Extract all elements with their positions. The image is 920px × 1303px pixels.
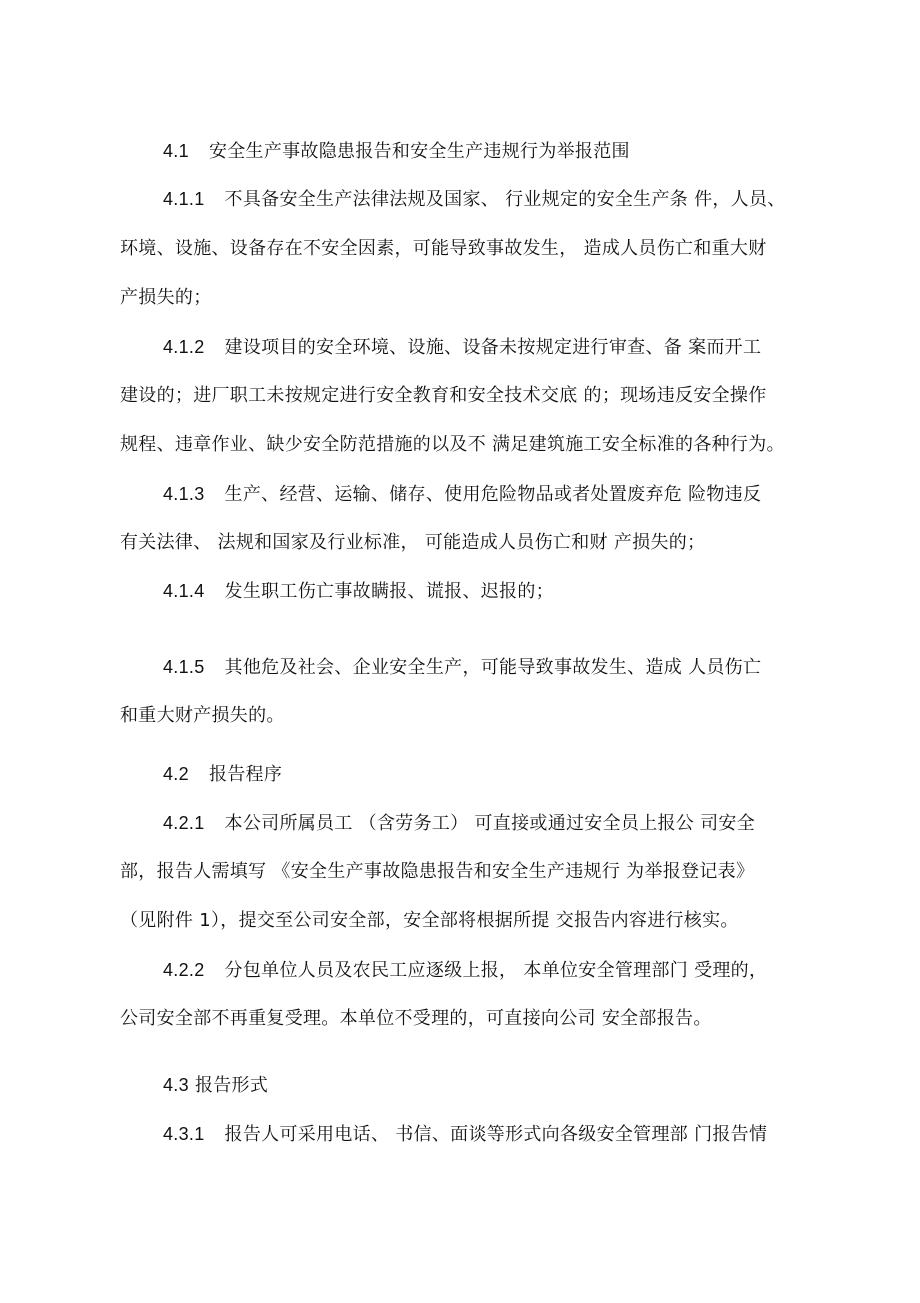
paragraph-text: 报告人可采用电话、 书信、面谈等形式向各级安全管理部 门报告情	[224, 1124, 768, 1145]
paragraph-4-3-1-line-1	[163, 1122, 767, 1147]
paragraph-4-1-5-line-2: 和重大财产损失的。	[120, 705, 285, 726]
section-number: 4.2	[163, 764, 189, 784]
paragraph-text: 本公司所属员工 （含劳务工） 可直接或通过安全员上报公 司安全	[224, 813, 756, 834]
paragraph-text: 发生职工伤亡事故瞒报、谎报、迟报的；	[224, 581, 554, 602]
paragraph-text: 其他危及社会、企业安全生产，可能导致事故发生、造成 人员伤亡	[224, 657, 762, 678]
paragraph-4-2-1-line-2: 部，报告人需填写 《安全生产事故隐患报告和安全生产违规行 为举报登记表》	[120, 861, 755, 882]
paragraph-4-2-2-line-2: 公司安全部不再重复受理。本单位不受理的，可直接向公司 安全部报告。	[120, 1008, 712, 1029]
paragraph-4-1-3-line-2: 有关法律、 法规和国家及行业标准， 可能造成人员伤亡和财 产损失的；	[120, 532, 706, 553]
paragraph-text: 分包单位人员及农民工应逐级上报， 本单位安全管理部门 受理的，	[224, 960, 768, 981]
section-number: 4.3.1	[163, 1124, 205, 1144]
heading-4-1	[163, 139, 630, 164]
paragraph-text: 生产、经营、运输、储存、使用危险物品或者处置废弃危 险物违反	[224, 484, 762, 505]
paragraph-4-2-1-line-1	[163, 811, 755, 836]
section-number: 4.2.1	[163, 813, 205, 833]
paragraph-text: 建设项目的安全环境、设施、设备未按规定进行审查、备 案而开工	[224, 337, 762, 358]
section-number: 4.3	[163, 1075, 189, 1095]
paragraph-4-2-1-line-3: （见附件 1），提交至公司安全部，安全部将根据所提 交报告内容进行核实。	[120, 910, 739, 931]
paragraph-4-1-4	[163, 579, 554, 604]
section-number: 4.1.1	[163, 189, 205, 209]
paragraph-4-1-5-line-1	[163, 655, 761, 680]
section-number: 4.1.2	[163, 337, 205, 357]
paragraph-4-1-2-line-2: 建设的；进厂职工未按规定进行安全教育和安全技术交底 的；现场违反安全操作	[120, 385, 767, 406]
paragraph-4-1-2-line-1	[163, 335, 761, 360]
section-number: 4.1	[163, 141, 189, 161]
paragraph-4-1-1-line-1	[163, 187, 786, 212]
heading-text: 报告形式	[194, 1075, 269, 1096]
section-number: 4.2.2	[163, 960, 205, 980]
paragraph-4-1-1-line-3: 产损失的；	[120, 287, 212, 308]
section-number: 4.1.5	[163, 657, 205, 677]
heading-4-2	[163, 762, 282, 787]
heading-text: 安全生产事故隐患报告和安全生产违规行为举报范围	[208, 141, 630, 162]
section-number: 4.1.4	[163, 581, 205, 601]
heading-text: 报告程序	[208, 764, 283, 785]
section-number: 4.1.3	[163, 484, 205, 504]
paragraph-4-1-1-line-2: 环境、设施、设备存在不安全因素，可能导致事故发生， 造成人员伤亡和重大财	[120, 238, 767, 259]
paragraph-4-2-2-line-1	[163, 958, 767, 983]
paragraph-4-1-2-line-3: 规程、违章作业、缺少安全防范措施的以及不 满足建筑施工安全标准的各种行为。	[120, 434, 785, 455]
paragraph-text: 不具备安全生产法律法规及国家、 行业规定的安全生产条 件，人员、	[224, 189, 786, 210]
heading-4-3	[163, 1073, 268, 1098]
paragraph-4-1-3-line-1	[163, 482, 761, 507]
